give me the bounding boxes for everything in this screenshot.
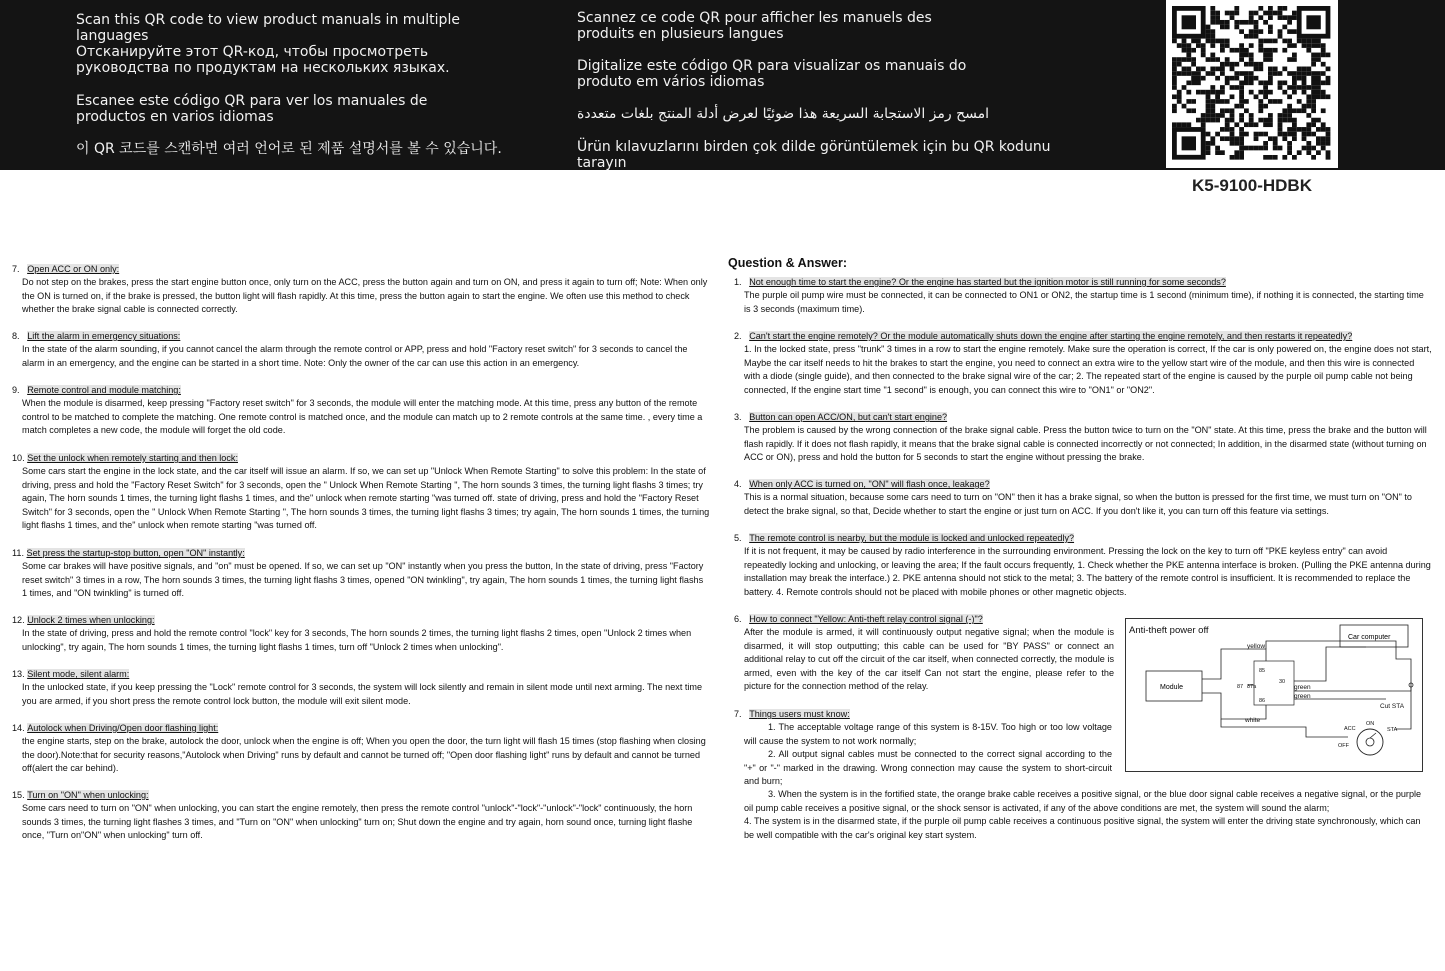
banner-text-ar: امسح رمز الاستجابة السريعة هذا ضوئيًا لعرض أدلة المنتج بلغات متعددة — [577, 106, 990, 122]
answer-line: 4. The system is in the disarmed state, if the purple oil pump cable receives a continuous positive signal, the system will enter the driving state synchronously, which can be well compatible with the car's original key start system. — [744, 816, 1421, 840]
section-7: 7. Open ACC or ON only: Do not step on the brakes, press the start engine button once, only turn on the ACC, press the button again and turn on ON, and press it again to turn off; Note: When only the ON is turned on, if the brake is pressed, the button light will flash rapidly. At this time, press the button again to start the engine. We often use this method to check whether the brake signal cable is connected correctly. — [12, 263, 710, 317]
question: Button can open ACC/ON, but can't start engine? — [749, 412, 948, 422]
section-title: Set press the startup-stop button, open "ON" instantly: — [26, 548, 245, 558]
banner-text-ko: 이 QR 코드를 스캔하면 여러 언어로 된 제품 설명서를 볼 수 있습니다. — [76, 141, 502, 157]
answer-line: 1. The acceptable voltage range of this system is 8-15V. Too high or too low voltage will cause the system to not work normally; — [744, 722, 1112, 746]
qa-item-1: 1. Not enough time to start the engine? Or the engine has started but the ignition motor is still running for some seconds? The purple oil pump wire must be connected, it can be connected to ON1 or ON2, the startup time is 1 second (minimum time), if nothing it is connected, the starting time is 3 seconds (maximum time). — [734, 276, 1432, 316]
qa-item-7: 7. Things users must know: 1. The acceptable voltage range of this system is 8-15V. Too high or too low voltage will cause the system to not work normally; 2. All output signal cables must be connected to the correct signal according to the "+" or "-" marked in the drawing. Wrong connection may cause the system to short-circuit and burn; 3. When the system is in the fortified state, the orange brake cable receives a positive signal, or the blue door signal cable receives a negative signal, or the purple oil pump cable receives a positive signal, or the shock sensor is activated, if any of the above conditions are met, the system will sound the alarm; 4. The system is in the disarmed state, if the purple oil pump cable receives a continuous positive signal, the system will enter the driving state synchronously, which can be well compatible with the car's original key start system. — [734, 708, 1432, 842]
answer-line: 2. All output signal cables must be connected to the correct signal according to the "+" or "-" marked in the drawing. Wrong connection may cause the system to short-circuit and burn; — [744, 749, 1112, 787]
section-13: 13. Silent mode, silent alarm: In the unlocked state, if you keep pressing the "Lock" remote control for 3 seconds, the system will lock silently and remain in silent mode until next arming. The next time you are armed, if you short press the remote control lock button, the module will exit silent mode. — [12, 668, 710, 708]
car-computer-label: Car computer — [1348, 634, 1391, 641]
qa-item-5: 5. The remote control is nearby, but the module is locked and unlocked repeatedly? If it is not frequent, it may be caused by radio interference in the surrounding environment. Pressing the lock on the key to turn off "PKE keyless entry" can avoid repeatedly locking and unlocking, or leaving the area; If the fault occurs frequently, 1. Check whether the PKE antenna interface is broken. (Pulling the PKE antenna during installation may break the interface.) 2. PKE antenna should not stick to the metal; 3. The battery of the remote control is insufficient. It is recommended to replace the battery. 4. Remote controls should not be placed with mobile phones or other magnetic objects. — [734, 532, 1432, 599]
ignition-on: ON — [1366, 721, 1375, 727]
qr-finder-center — [1182, 15, 1196, 29]
label-green-2: green — [1294, 693, 1311, 700]
question: When only ACC is turned on, "ON" will flash once, leakage? — [749, 479, 990, 489]
answer: After the module is armed, it will continuously output negative signal; when the module is disarmed, it will stop outputting; this cable can be used for "BY PASS" or connect an additional relay to cut off the circuit of the car itself, when connected correctly, the module is armed, even with the key of the car itself Can not start the engine, please refer to the picture for the connection method of the relay. — [744, 627, 1114, 692]
relay-pin-87: 87 — [1237, 684, 1244, 690]
answer: The purple oil pump wire must be connected, it can be connected to ON1 or ON2, the startup time is 1 second (minimum time), if nothing it is connected, the starting time is 3 seconds (maximum time). — [744, 290, 1424, 314]
section-title: Turn on "ON" when unlocking: — [27, 790, 149, 800]
qr-code-image — [1166, 0, 1338, 168]
banner-text-ru: Отсканируйте этот QR-код, чтобы просмотреть руководства по продуктам на нескольких языках. — [76, 44, 450, 76]
banner-text-en: Scan this QR code to view product manuals in multiple languages — [76, 12, 460, 44]
section-title: Set the unlock when remotely starting and then lock: — [27, 453, 238, 463]
banner-text-pt: Digitalize este código QR para visualizar os manuais do produto em vários idiomas — [577, 58, 967, 90]
qa-title: Question & Answer: — [728, 256, 847, 270]
section-body: the engine starts, step on the brake, autolock the door, unlock when the engine is off; When you open the door, the turn light will flash 15 times (stop flashing when closing the door).Note:that for security reasons,"Autolock when Driving" runs by default and cannot be turned off; "Open door flashing light" runs by default and cannot be turned off(alert the car behind). — [22, 736, 706, 774]
section-10: 10. Set the unlock when remotely starting and then lock: Some cars start the engine in the lock state, and the car itself will issue an alarm. If so, we can set up "Unlock When Remote Starting" to solve this problem: In the state of driving, press and hold the "Factory Reset Switch" for 3 seconds, open the " Unlock When Remote Starting ", The horn sounds 3 times, the turning light flashs 3 times; try again, The horn sounds 1 times, the turning light flashs 1 times, and the" unlock when remote starting "was turned off. state of driving, press and hold the "Factory Reset Switch" for 3 seconds, open the " Unlock When Remote Starting ", The horn sounds 3 times, the turning light flashs 3 times; try again, The horn sounds 1 times, the turning light flashs 1 times, and the" unlock when remote starting "was turned off. — [12, 452, 710, 532]
qa-item-4: 4. When only ACC is turned on, "ON" will flash once, leakage? This is a normal situation, because some cars need to turn on "ON" then it has a brake signal, so when the button is pressed for the first time, we must turn on "ON" to detect the brake signal, so that, Decide whether to start the engine or just turn on ACC. If you don't like it, you can turn off this feature via settings. — [734, 478, 1432, 518]
section-8: 8. Lift the alarm in emergency situations: In the state of the alarm sounding, if you cannot cancel the alarm through the remote control or APP, press and hold "Factory reset switch" for 3 seconds to cancel the alarm in an emergency, and the engine can be started in a short time. Note: Only the owner of the car can use this action in an emergency. — [12, 330, 710, 370]
question: The remote control is nearby, but the module is locked and unlocked repeatedly? — [749, 533, 1075, 543]
section-title: Open ACC or ON only: — [27, 264, 120, 274]
section-15: 15. Turn on "ON" when unlocking: Some cars need to turn on "ON" when unlocking, you can start the engine remotely, then press the remote control "unlock"-"lock"-"unlock"-"lock" continuously, the horn sounds 3 times, the turning light flashes 3 times, and "Turn on "ON" when unlocking" turn on; Shut down the engine and try again, horn sound once, turning light flashe once, "Turn on"ON" when unlocking" turn off. — [12, 789, 710, 843]
ignition-acc: ACC — [1344, 726, 1356, 732]
question: Not enough time to start the engine? Or the engine has started but the ignition motor is still running for some seconds? — [749, 277, 1226, 287]
label-yellow: yellow — [1247, 643, 1266, 650]
section-title: Silent mode, silent alarm: — [27, 669, 130, 679]
section-body: Some cars start the engine in the lock state, and the car itself will issue an alarm. If so, we can set up "Unlock When Remote Starting" to solve this problem: In the state of driving, press and hold the "Factory Reset Switch" for 3 seconds, open the " Unlock When Remote Starting ", The horn sounds 3 times, the turning light flashs 3 times; try again, The horn sounds 1 times, the turning light flashs 1 times, and the" unlock when remote starting "was turned off. state of driving, press and hold the "Factory Reset Switch" for 3 seconds, open the " Unlock When Remote Starting ", The horn sounds 3 times, the turning light flashs 3 times; try again, The horn sounds 1 times, the turning light flashs 1 times, and the" unlock when remote starting "was turned off. — [22, 466, 710, 531]
section-title: Lift the alarm in emergency situations: — [27, 331, 181, 341]
section-14: 14. Autolock when Driving/Open door flashing light: the engine starts, step on the brake, autolock the door, unlock when the engine is off; When you open the door, the turn light will flash 15 times (stop flashing when closing the door).Note:that for security reasons,"Autolock when Driving" runs by default and cannot be turned off; "Open door flashing light" runs by default and cannot be turned off(alert the car behind). — [12, 722, 710, 776]
relay-pin-30: 30 — [1279, 679, 1286, 685]
section-11: 11. Set press the startup-stop button, open "ON" instantly: Some car brakes will have positive signals, and "on" must be opened. If so, we can set up "ON" instantly when you press the button, In the state of driving, press "Factory reset switch" 3 times in a row, The horn sounds 3 times, the turning light flashs 3 times, opened "ON twinkling", try again, The horn sounds 1 times, the turning light flashs 1 times, and "ON twinkling" is turned off. — [12, 547, 710, 601]
model-number: K5-9100-HDBK — [1192, 176, 1312, 195]
answer-line: 3. When the system is in the fortified state, the orange brake cable receives a positive signal, or the blue door signal cable receives a negative signal, or the purple oil pump cable receives a positive signal, or the shock sensor is activated, if any of the above conditions are met, the system will sound the alarm; — [744, 789, 1422, 813]
banner-text-es: Escanee este código QR para ver los manuales de productos en varios idiomas — [76, 93, 428, 125]
qa-item-2: 2. Can't start the engine remotely? Or the module automatically shuts down the engine after starting the engine remotely, and then restarts it repeatedly? 1. In the locked state, press "trunk" 3 times in a row to start the engine remotely. Make sure the operation is correct, If the car is only powered on, the engine does not start, Maybe the car itself needs to hit the brakes to start the engine, you need to connect an extra wire to the yellow start wire of the module, and then this wire is connected with a diode (single guide), and then connected to the brake signal wire of the car; 2. The repeated start of the engine is caused by the purple oil pump cable not being connected, If the engine start time "1 second" is enough, you can connect this wire to "ON1" or "ON2". — [734, 330, 1432, 397]
qa-item-3: 3. Button can open ACC/ON, but can't start engine? The problem is caused by the wrong connection of the brake signal cable. Press the button twice to turn on the "ON" state. At this time, press the brake and the button will flash rapidly. If it does not flash rapidly, it means that the brake signal cable is connected incorrectly or not connected; In addition, in the disarmed state (without turning on ACC or ON), press and hold the button for 5 seconds to start the engine without pressing the brake. — [734, 411, 1432, 465]
wiring-diagram-svg — [1126, 619, 1422, 771]
section-body: Some car brakes will have positive signals, and "on" must be opened. If so, we can set up "ON" instantly when you press the button, In the state of driving, press "Factory reset switch" 3 times in a row, The horn sounds 3 times, the turning light flashs 3 times, opened "ON twinkling", try again, The horn sounds 1 times, the turning light flashs 1 times, and "ON twinkling" is turned off. — [22, 561, 704, 599]
section-body: In the state of the alarm sounding, if you cannot cancel the alarm through the remote control or APP, press and hold "Factory reset switch" for 3 seconds to cancel the alarm in an emergency, and the engine can be started in a short time. Note: Only the owner of the car can use this action in an emergency. — [22, 344, 688, 368]
answer: 1. In the locked state, press "trunk" 3 times in a row to start the engine remotely. Make sure the operation is correct, If the car is only powered on, the engine does not start, Maybe the car itself needs to hit the brakes to start the engine, you need to connect an extra wire to the yellow start wire of the module, and then this wire is connected with a diode (single guide), and then connected to the brake signal wire of the car; 2. The repeated start of the engine is caused by the purple oil pump cable not being connected, If the engine start time "1 second" is enough, you can connect this wire to "ON1" or "ON2". — [744, 344, 1432, 395]
section-title: Remote control and module matching: — [27, 385, 181, 395]
section-12: 12. Unlock 2 times when unlocking: In the state of driving, press and hold the remote control "lock" key for 3 seconds, The horn sounds 2 times, the turning light flashs 2 times, open "Unlock 2 times when unlocking", try again, The horn sounds 1 times, the turning light flashs 1 times, turn off "Unlock 2 times when unlocking". — [12, 614, 710, 654]
section-title: Unlock 2 times when unlocking: — [27, 615, 155, 625]
banner-text-tr: Ürün kılavuzlarını birden çok dilde görüntülemek için bu QR kodunu tarayın — [577, 139, 1051, 171]
module-label: Module — [1160, 684, 1183, 691]
section-body: When the module is disarmed, keep pressing "Factory reset switch" for 3 seconds, the module will enter the matching mode. At this time, press any button of the remote control to be matched to complete the matching. One remote control is matched once, and the module can match up to 2 remote controls at the same time. , every time a match completes a new code, the module will forget the old code. — [22, 398, 703, 436]
ignition-sta: STA — [1387, 727, 1398, 733]
qr-code[interactable] — [1166, 0, 1338, 168]
section-title: Autolock when Driving/Open door flashing light: — [27, 723, 219, 733]
label-white: white — [1245, 717, 1261, 724]
question: Can't start the engine remotely? Or the module automatically shuts down the engine after starting the engine remotely, and then restarts it repeatedly? — [749, 331, 1353, 341]
qr-finder-center — [1182, 136, 1196, 150]
wiring-diagram — [1125, 618, 1423, 772]
answer: This is a normal situation, because some cars need to turn on "ON" then it has a brake signal, so when the button is pressed for the first time, we must turn on "ON" to detect the brake signal, so that, Decide whether to start the engine or just turn on ACC. If you don't like it, you can turn off this feature via settings. — [744, 492, 1412, 516]
qa-item-6: 6. How to connect "Yellow: Anti-theft relay control signal (-)"? After the module is armed, it will continuously output negative signal; when the module is disarmed, it will stop outputting; this cable can be used for "BY PASS" or connect an additional relay to cut off the circuit of the car itself, when connected correctly, the module is armed, even with the key of the car itself Can not start the engine, please refer to the picture for the connection method of the relay. — [734, 613, 1114, 693]
relay-pin-85: 85 — [1259, 668, 1266, 674]
section-body: In the unlocked state, if you keep pressing the "Lock" remote control for 3 seconds, the system will lock silently and remain in silent mode until next arming. The next time you are armed, if you short press the remote control lock button, the module will exit silent mode. — [22, 682, 703, 706]
section-body: Some cars need to turn on "ON" when unlocking, you can start the engine remotely, then press the remote control "unlock"-"lock"-"unlock"-"lock" continuously, the horn sounds 3 times, the turning light flashes 3 times, and "Turn on "ON" when unlocking" turn on; Shut down the engine and try again, horn sound once, turning light flashe once, "Turn on"ON" when unlocking" turn off. — [22, 803, 693, 841]
ignition-off: OFF — [1338, 743, 1349, 749]
relay-pin-86: 86 — [1259, 698, 1266, 704]
qr-finder-center — [1306, 15, 1320, 29]
label-green-1: green — [1294, 684, 1311, 691]
answer: If it is not frequent, it may be caused by radio interference in the surrounding environment. Pressing the lock on the key to turn off "PKE keyless entry" can avoid repeatedly locking and unlocking, or leaving the area; If the fault occurs frequently, 1. Check whether the PKE antenna interface is broken. (Pulling the PKE antenna during installation may break the interface.) 2. PKE antenna should not stick to the metal; 3. The battery of the remote control is insufficient. It is recommended to replace the battery. 4. Remote controls should not be placed with mobile phones or other magnetic objects. — [744, 546, 1431, 597]
question: Things users must know: — [749, 709, 850, 719]
relay-pin-87a: 87a — [1247, 684, 1257, 690]
section-body: Do not step on the brakes, press the start engine button once, only turn on the ACC, press the button again and turn on ON, and press it again to turn off; Note: When only the ON is turned on, if the brake is pressed, the button light will flash rapidly. At this time, press the button again to start the engine. We often use this method to check whether the brake signal cable is connected correctly. — [22, 277, 708, 315]
answer: The problem is caused by the wrong connection of the brake signal cable. Press the button twice to turn on the "ON" state. At this time, press the brake and the button will flash rapidly. If it does not flash rapidly, it means that the brake signal cable is connected incorrectly or not connected; In addition, in the disarmed state (without turning on ACC or ON), press and hold the button for 5 seconds to start the engine without pressing the brake. — [744, 425, 1427, 463]
section-body: In the state of driving, press and hold the remote control "lock" key for 3 seconds, The horn sounds 2 times, the turning light flashs 2 times, open "Unlock 2 times when unlocking", try again, The horn sounds 1 times, the turning light flashs 1 times, turn off "Unlock 2 times when unlocking". — [22, 628, 692, 652]
label-cut-sta: Cut STA — [1380, 703, 1405, 710]
question: How to connect "Yellow: Anti-theft relay control signal (-)"? — [749, 614, 983, 624]
diagram-title: Anti-theft power off — [1129, 625, 1209, 636]
ignition-switch — [1357, 729, 1383, 755]
banner-text-fr: Scannez ce code QR pour afficher les manuels des produits en plusieurs langues — [577, 10, 932, 42]
section-9: 9. Remote control and module matching: When the module is disarmed, keep pressing "Factory reset switch" for 3 seconds, the module will enter the matching mode. At this time, press any button of the remote control to be matched to complete the matching. One remote control is matched once, and the module can match up to 2 remote controls at the same time. , every time a match completes a new code, the module will forget the old code. — [12, 384, 710, 438]
